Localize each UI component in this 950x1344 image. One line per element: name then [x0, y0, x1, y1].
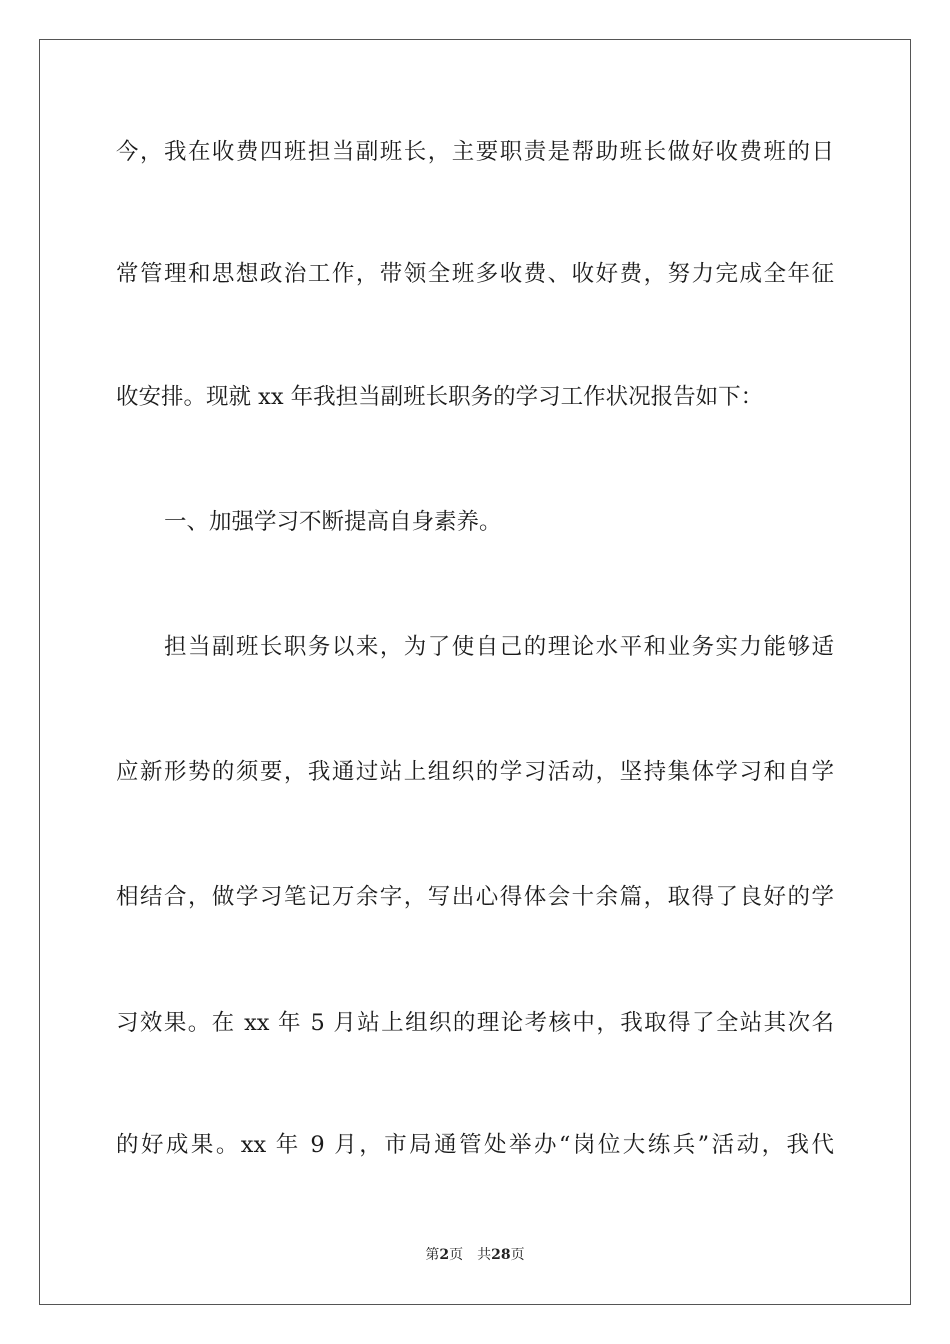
- body-line-9: 的好成果。xx 年 9 月，市局通管处举办“岗位大练兵”活动，我代: [116, 1132, 834, 1158]
- body-line-1: 今，我在收费四班担当副班长，主要职责是帮助班长做好收费班的日: [116, 139, 834, 165]
- body-line-2: 常管理和思想政治工作，带领全班多收费、收好费，努力完成全年征: [116, 261, 834, 287]
- page-border: [39, 39, 911, 1305]
- total-prefix: 共: [477, 1247, 492, 1263]
- total-suffix: 页: [510, 1247, 525, 1263]
- body-line-6: 应新形势的须要，我通过站上组织的学习活动，坚持集体学习和自学: [116, 759, 834, 785]
- body-line-8: 习效果。在 xx 年 5 月站上组织的理论考核中，我取得了全站其次名: [116, 1010, 834, 1036]
- page-prefix: 第: [425, 1247, 440, 1263]
- page-suffix: 页: [449, 1247, 464, 1263]
- section-heading: 一、加强学习不断提高自身素养。: [164, 509, 502, 535]
- body-line-7: 相结合，做学习笔记万余字，写出心得体会十余篇，取得了良好的学: [116, 884, 834, 910]
- total-pages: 28: [491, 1247, 511, 1263]
- body-line-3: 收安排。现就 xx 年我担当副班长职务的学习工作状况报告如下：: [116, 384, 764, 410]
- page-number: 2: [439, 1247, 450, 1263]
- body-line-5: 担当副班长职务以来，为了使自己的理论水平和业务实力能够适: [164, 634, 834, 660]
- page-footer: [0, 1245, 950, 1265]
